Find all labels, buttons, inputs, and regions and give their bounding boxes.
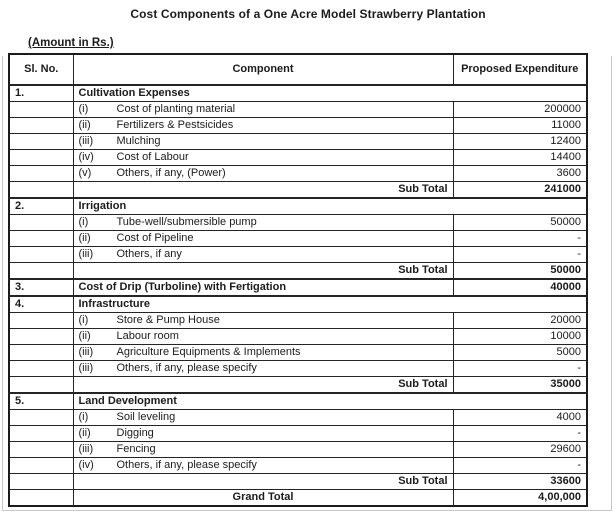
value-cell: -: [453, 458, 587, 474]
item-numeral: (iii): [78, 346, 94, 358]
item-label: Agriculture Equipments & Implements: [116, 346, 301, 358]
table-body: [9, 85, 587, 506]
component-cell: [73, 442, 453, 458]
component-cell: [73, 426, 453, 442]
component-cell: [73, 215, 453, 231]
value-cell: 40000: [453, 279, 587, 296]
component-cell: Grand Total: [73, 490, 453, 507]
sl-no-cell: 2.: [9, 198, 73, 215]
item-numeral: (ii): [78, 330, 91, 342]
item-numeral: (iii): [78, 248, 94, 260]
item-numeral: (i): [78, 411, 89, 423]
sl-no-cell: [9, 329, 73, 345]
header-sl-no: Sl. No.: [9, 54, 73, 85]
table-row: [9, 182, 587, 199]
table-row: [9, 296, 587, 313]
value-cell: -: [453, 361, 587, 377]
sl-no-cell: [9, 410, 73, 426]
table-row: [9, 166, 587, 182]
item-label: Others, if any: [116, 248, 182, 260]
item-numeral: (i): [78, 216, 89, 228]
sl-no-cell: [9, 426, 73, 442]
component-cell: [73, 329, 453, 345]
component-cell: [73, 458, 453, 474]
component-cell: [73, 313, 453, 329]
sl-no-cell: [9, 313, 73, 329]
component-cell: Sub Total: [73, 474, 453, 490]
table-row: [9, 377, 587, 394]
item-label: Soil leveling: [116, 411, 176, 423]
value-cell: 11000: [453, 118, 587, 134]
table-row: [9, 426, 587, 442]
component-cell: Infrastructure: [73, 296, 587, 313]
value-cell: 20000: [453, 313, 587, 329]
table-row: [9, 134, 587, 150]
component-cell: Land Development: [73, 393, 587, 410]
component-cell: [73, 118, 453, 134]
value-cell: 50000: [453, 215, 587, 231]
value-cell: 14400: [453, 150, 587, 166]
sl-no-cell: [9, 474, 73, 490]
component-cell: [73, 247, 453, 263]
table-row: [9, 490, 587, 507]
table-row: [9, 102, 587, 118]
sl-no-cell: [9, 231, 73, 247]
component-cell: Sub Total: [73, 263, 453, 280]
value-cell: 4000: [453, 410, 587, 426]
header-component: Component: [73, 54, 453, 85]
sl-no-cell: [9, 247, 73, 263]
component-cell: [73, 361, 453, 377]
table-row: [9, 247, 587, 263]
table-row: [9, 345, 587, 361]
item-label: Mulching: [116, 135, 161, 147]
item-label: Fencing: [116, 443, 156, 455]
item-numeral: (ii): [78, 232, 91, 244]
table-row: [9, 313, 587, 329]
component-cell: [73, 345, 453, 361]
page-title: Cost Components of a One Acre Model Strawberry Plantation: [130, 7, 486, 21]
item-numeral: (i): [78, 103, 89, 115]
sl-no-cell: 1.: [9, 85, 73, 102]
component-cell: [73, 231, 453, 247]
item-label: Cost of Labour: [116, 151, 189, 163]
value-cell: 29600: [453, 442, 587, 458]
sl-no-cell: [9, 345, 73, 361]
item-label: Others, if any, (Power): [116, 167, 226, 179]
value-cell: 10000: [453, 329, 587, 345]
table-row: [9, 118, 587, 134]
table-row: [9, 279, 587, 296]
value-cell: -: [453, 247, 587, 263]
sl-no-cell: [9, 361, 73, 377]
table-row: [9, 474, 587, 490]
table-row: [9, 215, 587, 231]
sl-no-cell: [9, 490, 73, 507]
component-cell: Cultivation Expenses: [73, 85, 587, 102]
item-label: Store & Pump House: [116, 314, 220, 326]
component-cell: [73, 102, 453, 118]
sl-no-cell: [9, 118, 73, 134]
sl-no-cell: [9, 150, 73, 166]
sl-no-cell: [9, 134, 73, 150]
amount-unit-note: (Amount in Rs.): [28, 37, 114, 49]
component-cell: [73, 134, 453, 150]
sl-no-cell: [9, 458, 73, 474]
item-label: Tube-well/submersible pump: [116, 216, 257, 228]
table-row: [9, 263, 587, 280]
table-row: [9, 329, 587, 345]
item-numeral: (ii): [78, 427, 91, 439]
value-cell: 3600: [453, 166, 587, 182]
value-cell: -: [453, 231, 587, 247]
sl-no-cell: [9, 182, 73, 199]
item-label: Cost of Pipeline: [116, 232, 194, 244]
component-cell: [73, 150, 453, 166]
value-cell: 33600: [453, 474, 587, 490]
item-label: Cost of planting material: [116, 103, 236, 115]
sl-no-cell: [9, 102, 73, 118]
component-cell: Irrigation: [73, 198, 587, 215]
sl-no-cell: [9, 377, 73, 394]
table-row: [9, 231, 587, 247]
component-cell: [73, 166, 453, 182]
sl-no-cell: [9, 215, 73, 231]
value-cell: 50000: [453, 263, 587, 280]
item-label: Others, if any, please specify: [116, 459, 257, 471]
component-cell: Sub Total: [73, 182, 453, 199]
item-numeral: (ii): [78, 119, 91, 131]
cost-components-table: [8, 53, 588, 507]
value-cell: -: [453, 426, 587, 442]
item-label: Fertilizers & Pestsicides: [116, 119, 234, 131]
item-numeral: (iv): [78, 459, 94, 471]
header-proposed-expenditure: Proposed Expenditure: [453, 54, 587, 85]
table-row: [9, 393, 587, 410]
item-numeral: (i): [78, 314, 89, 326]
item-numeral: (iv): [78, 151, 94, 163]
sl-no-cell: [9, 166, 73, 182]
value-cell: 200000: [453, 102, 587, 118]
value-cell: 4,00,000: [453, 490, 587, 507]
table-row: [9, 458, 587, 474]
item-label: Labour room: [116, 330, 179, 342]
sl-no-cell: 4.: [9, 296, 73, 313]
value-cell: 241000: [453, 182, 587, 199]
component-cell: Sub Total: [73, 377, 453, 394]
sl-no-cell: 3.: [9, 279, 73, 296]
item-numeral: (v): [78, 167, 92, 179]
table-row: [9, 361, 587, 377]
item-numeral: (iii): [78, 362, 94, 374]
item-numeral: (iii): [78, 135, 94, 147]
table-row: [9, 150, 587, 166]
component-cell: Cost of Drip (Turboline) with Fertigation: [73, 279, 453, 296]
header-row: [9, 54, 587, 85]
table-row: [9, 410, 587, 426]
table-row: [9, 442, 587, 458]
item-label: Others, if any, please specify: [116, 362, 257, 374]
item-label: Digging: [116, 427, 154, 439]
sl-no-cell: [9, 263, 73, 280]
value-cell: 35000: [453, 377, 587, 394]
value-cell: 12400: [453, 134, 587, 150]
table-row: [9, 85, 587, 102]
sl-no-cell: [9, 442, 73, 458]
item-numeral: (iii): [78, 443, 94, 455]
table-row: [9, 198, 587, 215]
value-cell: 5000: [453, 345, 587, 361]
sl-no-cell: 5.: [9, 393, 73, 410]
component-cell: [73, 410, 453, 426]
